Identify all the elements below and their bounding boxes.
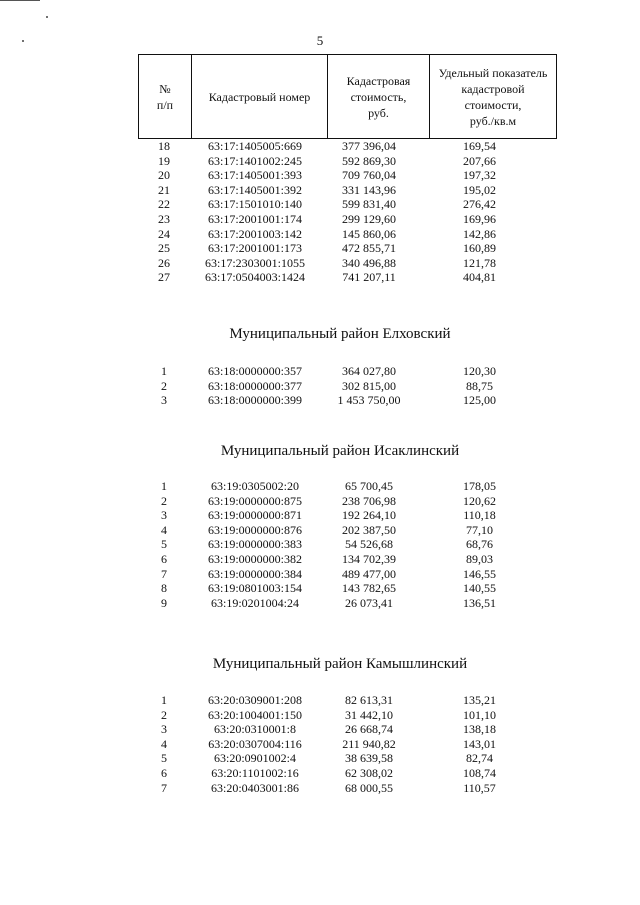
table-rows-section-1 <box>138 364 541 408</box>
table-row: 21 63:17:1405001:392 331 143,96 195,02 <box>158 182 496 197</box>
table-row: 2 63:20:1004001:150 31 442,10 101,10 <box>161 707 496 722</box>
table-row: 6 63:19:0000000:382 134 702,39 89,03 <box>161 551 493 566</box>
table-row: 26 63:17:2303001:1055 340 496,88 121,78 <box>158 255 496 270</box>
table-row: 2 63:19:0000000:875 238 706,98 120,62 <box>161 493 496 508</box>
header-cadastral-number: Кадастровый номер <box>192 55 328 139</box>
table-row: 1 63:20:0309001:208 82 613,31 135,21 <box>161 693 496 707</box>
table-row: 2 63:18:0000000:377 302 815,00 88,75 <box>161 378 493 393</box>
table-row: 23 63:17:2001001:174 299 129,60 169,96 <box>158 211 496 226</box>
table-row: 9 63:19:0201004:24 26 073,41 136,51 <box>161 595 496 610</box>
table-row: 3 63:19:0000000:871 192 264,10 110,18 <box>161 508 496 523</box>
section-title-isaklinsky: Муниципальный район Исаклинский <box>220 443 460 459</box>
table-row: 27 63:17:0504003:1424 741 207,11 404,81 <box>158 270 496 285</box>
table-rows-section-0 <box>138 139 541 285</box>
table-row: 3 63:18:0000000:399 1 453 750,00 125,00 <box>161 393 496 408</box>
header-num: № п/п <box>139 55 192 139</box>
scan-artifact-speck <box>46 16 48 18</box>
table-header <box>138 54 557 139</box>
table-row: 6 63:20:1101002:16 62 308,02 108,74 <box>161 765 496 780</box>
section-title-kamyshlinsky: Муниципальный район Камышлинский <box>212 656 468 672</box>
header-specific-indicator: Удельный показатель кадастровой стоимости, руб./кв.м <box>430 55 557 139</box>
table-row: 4 63:19:0000000:876 202 387,50 77,10 <box>161 522 493 537</box>
table-rows-section-3 <box>138 693 541 795</box>
table-row: 7 63:20:0403001:86 68 000,55 110,57 <box>161 780 496 795</box>
table-row: 7 63:19:0000000:384 489 477,00 146,55 <box>161 566 496 581</box>
table-row: 5 63:20:0901002:4 38 639,58 82,74 <box>161 751 493 766</box>
table-row: 20 63:17:1405001:393 709 760,04 197,32 <box>158 168 496 183</box>
table-row: 3 63:20:0310001:8 26 668,74 138,18 <box>161 722 496 737</box>
table-row: 1 63:18:0000000:357 364 027,80 120,30 <box>161 364 496 378</box>
scan-artifact-line <box>0 0 40 1</box>
table-row: 8 63:19:0801003:154 143 782,65 140,55 <box>161 581 496 596</box>
table-row: 5 63:19:0000000:383 54 526,68 68,76 <box>161 537 493 552</box>
table-row: 22 63:17:1501010:140 599 831,40 276,42 <box>158 197 496 212</box>
table-row: 4 63:20:0307004:116 211 940,82 143,01 <box>161 736 496 751</box>
table-row: 25 63:17:2001001:173 472 855,71 160,89 <box>158 241 496 256</box>
page-number: 5 <box>316 33 324 48</box>
section-title-elkhovsky: Муниципальный район Елховский <box>229 326 451 342</box>
header-cadastral-value: Кадастровая стоимость, руб. <box>328 55 430 139</box>
table-row: 19 63:17:1401002:245 592 869,30 207,66 <box>158 153 496 168</box>
table-row: 18 63:17:1405005:669 377 396,04 169,54 <box>158 139 496 153</box>
table-row: 1 63:19:0305002:20 65 700,45 178,05 <box>161 479 496 493</box>
table-rows-section-2 <box>138 479 541 610</box>
table-row: 24 63:17:2001003:142 145 860,06 142,86 <box>158 226 496 241</box>
